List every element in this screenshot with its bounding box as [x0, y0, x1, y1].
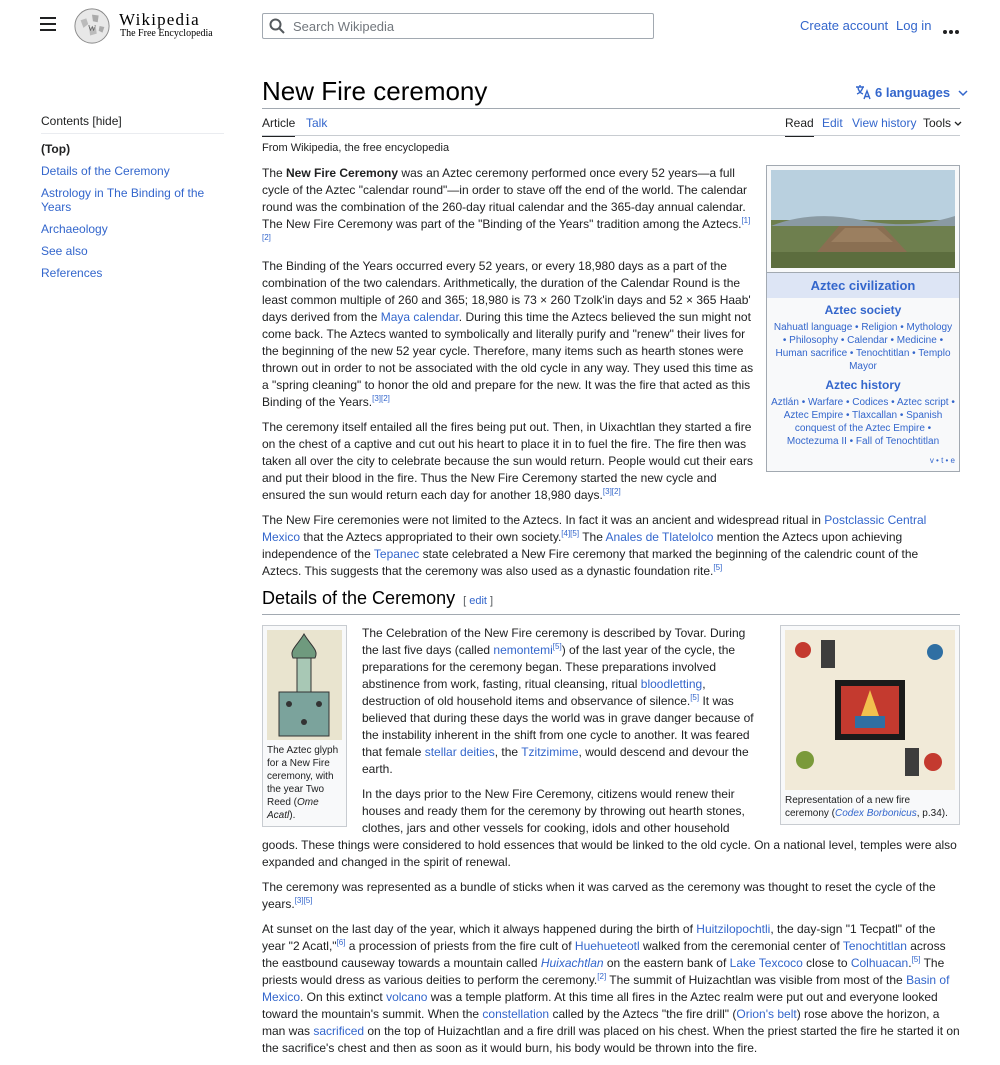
- wikipedia-tagline: The Free Encyclopedia: [120, 28, 213, 39]
- bold-term: New Fire Ceremony: [286, 166, 399, 180]
- text: The: [579, 530, 606, 544]
- main-menu-icon[interactable]: [40, 17, 56, 31]
- more-options-icon[interactable]: [943, 21, 961, 27]
- link-basin-of-mexico[interactable]: Basin of Mexico: [262, 973, 950, 1004]
- link-huitzilopochtli[interactable]: Huitzilopochtli: [696, 922, 771, 936]
- link-huehueteotl[interactable]: Huehueteotl: [574, 939, 640, 953]
- text: ) of the last year of the cycle, the preparations for the ceremony began. These preparations involved abstinence from work, fasting, ritual cleansing, ritual: [362, 643, 736, 691]
- link-codex-borbonicus[interactable]: Codex Borbonicus: [835, 808, 917, 819]
- figure-caption: [785, 794, 955, 820]
- language-button[interactable]: [855, 84, 972, 100]
- text: on the eastern bank of: [603, 956, 730, 970]
- infobox-society-heading[interactable]: Aztec society: [824, 303, 902, 317]
- chevron-down-icon: [954, 121, 962, 127]
- link-maya-calendar[interactable]: Maya calendar: [380, 310, 459, 324]
- citation[interactable]: [6]: [336, 938, 346, 947]
- text: , the: [494, 745, 522, 759]
- language-count: 6 languages: [875, 85, 951, 100]
- citation[interactable]: [5]: [713, 563, 723, 572]
- toc-item-archaeology[interactable]: Archaeology: [41, 222, 108, 236]
- login-link[interactable]: Log in: [896, 18, 932, 33]
- text: The Binding of the Years occurred every 52 years, or every 18,980 days as a part of the combination of the two calendars. Arithmetically, the duration of the Calendar Round is the least common multiple of 260 and 365; 18,980 is 73 × 260 Tzolk'in days and 52 × 365 Haab' days derived from the: [262, 259, 751, 324]
- text: In the days prior to the New Fire Ceremony, citizens would renew their houses and ready them for the ceremony by throwing out hearth stones, clothes, jars and other vessels for cooking, idols and other household goods. These things were considered to hold essences that would be linked to the old cycle. On a national level, temples were also expanded and changed in the spirit of renewal.: [262, 787, 957, 869]
- text: . On this extinct: [300, 990, 387, 1004]
- citation[interactable]: [1][2]: [262, 216, 751, 242]
- text: The Aztec glyph for a New Fire ceremony, with the year Two Reed (: [267, 745, 339, 808]
- search-box[interactable]: [262, 13, 654, 39]
- link-sacrificed[interactable]: sacrificed: [313, 1024, 365, 1038]
- toc-item-astrology[interactable]: Astrology in The Binding of the Years: [41, 186, 205, 214]
- new-fire-glyph-image[interactable]: [267, 630, 342, 740]
- toc-item-references[interactable]: References: [41, 266, 103, 280]
- tab-view-history[interactable]: View history: [852, 116, 917, 130]
- section-heading-details: [262, 590, 960, 615]
- article-body: [262, 140, 960, 1065]
- citation[interactable]: [2]: [597, 972, 607, 981]
- text: state celebrated a New Fire ceremony that marked the beginning of the calendric count of the Aztecs. This suggests that the ceremony was also used as a dynastic foundation rite.: [262, 547, 919, 578]
- link-nemontemi[interactable]: nemontemi: [493, 643, 553, 657]
- citation[interactable]: [5]: [911, 955, 921, 964]
- search-input[interactable]: [291, 17, 641, 35]
- toc-header: [41, 114, 224, 134]
- text: walked from the ceremonial center of: [639, 939, 843, 953]
- text: The: [262, 166, 287, 180]
- text: close to: [802, 956, 851, 970]
- paragraph-not-limited: [262, 512, 960, 580]
- text: a procession of priests from the fire cult of: [345, 939, 575, 953]
- text: Representation of a new fire ceremony (: [785, 795, 911, 819]
- link-orions-belt[interactable]: Orion's belt: [736, 1007, 797, 1021]
- tab-read[interactable]: Read: [785, 116, 814, 137]
- table-of-contents: [41, 114, 224, 280]
- citation[interactable]: [3][2]: [602, 487, 621, 496]
- tools-menu[interactable]: [923, 116, 962, 130]
- text: mention the Aztecs upon achieving independence of the: [262, 530, 903, 561]
- text: The New Fire ceremonies were not limited to the Aztecs. In fact it was an ancient and widespread ritual in: [262, 513, 825, 527]
- link-bloodletting[interactable]: bloodletting: [640, 677, 703, 691]
- toc-hide-link[interactable]: [hide]: [92, 114, 122, 128]
- link-postclassic[interactable]: Postclassic Central Mexico: [262, 513, 927, 544]
- codex-borbonicus-image[interactable]: [785, 630, 955, 790]
- link-tepanec[interactable]: Tepanec: [373, 547, 420, 561]
- infobox-history-heading[interactable]: Aztec history: [825, 378, 901, 392]
- link-constellation[interactable]: constellation: [482, 1007, 550, 1021]
- text: , destruction of old household items and observance of silence.: [362, 677, 706, 708]
- link-tenochtitlan[interactable]: Tenochtitlan: [842, 939, 907, 953]
- link-stellar-deities[interactable]: stellar deities: [424, 745, 495, 759]
- infobox-aztec-civilization: [766, 165, 960, 472]
- link-tzitzimime[interactable]: Tzitzimime: [521, 745, 579, 759]
- text: It was believed that during these days the world was in grave danger because of the instability inherent in the shift from one cycle to another. It was feared that female: [362, 694, 754, 759]
- toc-item-details[interactable]: Details of the Ceremony: [41, 164, 170, 178]
- paragraph-bundle: [262, 879, 960, 913]
- toc-title: Contents: [41, 114, 90, 128]
- infobox-vte-links[interactable]: v • t • e: [929, 456, 955, 465]
- text: called by the Aztecs "the fire drill" (: [549, 1007, 737, 1021]
- link-anales[interactable]: Anales de Tlatelolco: [605, 530, 714, 544]
- citation[interactable]: [5]: [690, 693, 700, 702]
- citation[interactable]: [3][5]: [294, 896, 313, 905]
- text: The ceremony was represented as a bundle of sticks when it was carved as the ceremony was thought to reset the cycle of the years.: [262, 880, 936, 911]
- text: , p.34).: [916, 808, 948, 819]
- link-volcano[interactable]: volcano: [386, 990, 428, 1004]
- tabs-divider: [262, 135, 960, 136]
- text: The ceremony itself entailed all the fires being put out. Then, in Uixachtlan they started a fire on the chest of a captive and cut out his heart to place it in to fuel the fire. The fire then was taken all over the city to celebrate because the sun would return. People would cut their ears and put their blood in the fire. Thus the New Fire Ceremony started the new cycle and ensured the sun would return each day for another 18,980 days.: [262, 420, 753, 502]
- tab-edit[interactable]: Edit: [822, 116, 843, 130]
- figure-new-fire-glyph: [262, 625, 347, 827]
- text: was a temple platform. At this time all fires in the Aztec realm were put out and everyone looked toward the mountain's summit. When the: [262, 990, 938, 1021]
- text: was an Aztec ceremony performed once every 52 years—a full cycle of the Aztec "calendar round"—in order to stave off the end of the world. The calendar round was the combination of the 260-day ritual calendar and the 365-day annual calendar. The New Fire Ceremony was part of the "Binding of the Years" tradition among the Aztecs.: [262, 166, 748, 231]
- text: that the Aztecs appropriated to their own society.: [300, 530, 562, 544]
- text: , the day-sign "1 Tecpatl" of the year "2 Acatl,": [262, 922, 936, 953]
- text: ).: [289, 810, 296, 821]
- svg-text:W: W: [87, 22, 97, 33]
- text: .: [908, 956, 912, 970]
- figure-caption: [267, 744, 342, 822]
- wikipedia-globe-icon[interactable]: [73, 7, 111, 45]
- wikipedia-wordmark[interactable]: Wikipedia: [119, 10, 200, 29]
- tools-label: Tools: [923, 116, 952, 130]
- language-icon: [855, 84, 871, 100]
- edit-section-link[interactable]: edit: [469, 595, 487, 607]
- title-divider: [262, 108, 960, 109]
- heading-text: Details of the Ceremony: [262, 588, 456, 608]
- toc-item-top[interactable]: (Top): [41, 142, 71, 156]
- italic-text: Ome Acatl: [267, 797, 319, 821]
- page-title: New Fire ceremony: [262, 76, 488, 106]
- search-icon: [269, 18, 285, 34]
- tab-article[interactable]: Article: [262, 116, 295, 137]
- text: . During this time the Aztecs believed the sun might not come back. The Aztecs wanted to symbolically and literally purify and "renew" their lives for the beginning of the new 52 year cycle. Therefore, many items such as hearth stones were thrown out in order to not be associated with the old cycle in any way. They used this time as a "spring cleaning" to honor the old and prepare for the new. It was the fire that acted as this Binding of the Years.: [262, 310, 754, 409]
- text: on the top of Huizachtlan and a fire drill was placed on his chest. When the priest started the fire he started it on the sacrifice's chest and then as soon as it would burn, his body would be thrown into the fire.: [262, 1024, 960, 1055]
- infobox-title[interactable]: Aztec civilization: [767, 272, 959, 298]
- citation[interactable]: [5]: [552, 642, 562, 651]
- citation[interactable]: [4][5]: [561, 529, 580, 538]
- link-huixachtlan[interactable]: Huixachtlan: [540, 956, 604, 970]
- text: across the eastbound causeway towards a mountain called: [262, 939, 946, 970]
- text: At sunset on the last day of the year, which it always happened during the birth of: [262, 922, 697, 936]
- from-wikipedia: From Wikipedia, the free encyclopedia: [262, 142, 450, 154]
- link-lake-texcoco[interactable]: Lake Texcoco: [729, 956, 803, 970]
- figure-codex-borbonicus: [780, 625, 960, 825]
- text: ) rose above the horizon, a man was: [262, 1007, 940, 1038]
- text: The Celebration of the New Fire ceremony is described by Tovar. During the last five days (called: [362, 626, 746, 657]
- chevron-down-icon: [958, 89, 968, 97]
- toc-item-see-also[interactable]: See also: [41, 244, 88, 258]
- tab-talk[interactable]: Talk: [306, 116, 328, 130]
- create-account-link[interactable]: Create account: [800, 18, 889, 33]
- infobox-society-links[interactable]: Nahuatl language • Religion • Mythology • Philosophy • Calendar • Medicine • Human sacrifice • Tenochtitlan • Templo Mayor: [773, 322, 953, 372]
- link-colhuacan[interactable]: Colhuacan: [850, 956, 909, 970]
- site-header: [0, 0, 1000, 50]
- paragraph-sunset: [262, 921, 960, 1057]
- text: , would descend and devour the earth.: [362, 745, 749, 776]
- citation[interactable]: [3][2]: [372, 394, 390, 403]
- edit-section: [ edit ]: [463, 595, 494, 607]
- text: The summit of Huizachtlan was visible from most of the: [606, 973, 907, 987]
- infobox-history-links[interactable]: Aztlán • Warfare • Codices • Aztec script • Aztec Empire • Tlaxcallan • Spanish conquest of the Aztec Empire • Moctezuma II • Fall of Tenochtitlan: [771, 397, 955, 447]
- text: The priests would dress as various deities to perform the ceremony.: [262, 956, 945, 987]
- pyramid-of-the-sun-image[interactable]: [771, 170, 955, 268]
